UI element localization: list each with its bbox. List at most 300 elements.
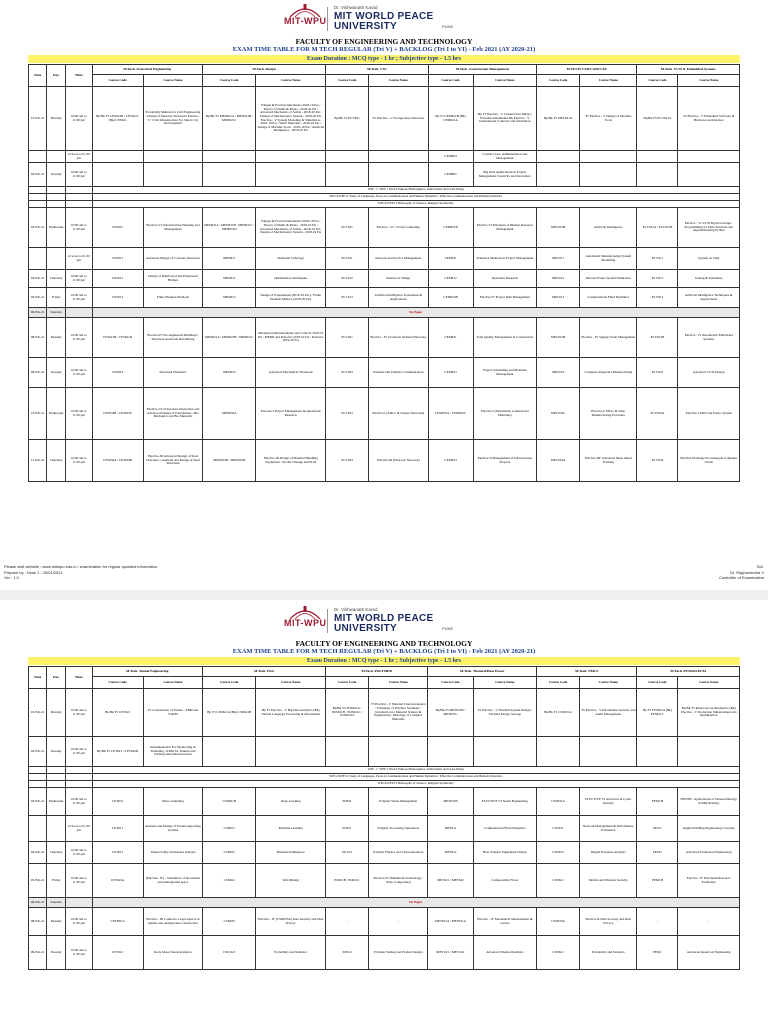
timetable-page-2	[0, 600, 768, 1024]
exam-time: 10:00 am to 11:30 pm	[65, 87, 92, 151]
course-name: Discrete Event System Simulation	[580, 270, 637, 288]
exam-date: 08-Feb-21	[29, 908, 47, 936]
exam-date	[29, 781, 47, 788]
exam-date: 05-Feb-21	[29, 288, 47, 308]
course-name	[143, 151, 202, 163]
course-code: CET612	[92, 842, 143, 864]
course-code: CET600 A	[92, 908, 143, 936]
exam-time: 10:00 am to 11:30 pm	[65, 689, 92, 737]
course-code: PE631B	[637, 788, 678, 816]
course-code: MED623	[203, 358, 256, 388]
course-name: Deep Learning	[256, 788, 326, 816]
exam-row	[29, 318, 740, 358]
course-code: PE621	[637, 936, 678, 970]
course-code: ECC611	[326, 248, 369, 270]
exam-day: Wednesday	[47, 788, 65, 816]
course-name: Elective-I (Sustainable Construction Materials)	[473, 388, 537, 440]
course-name: Automated Manufacturing System Modelling	[580, 248, 637, 270]
course-code	[428, 737, 473, 767]
course-code: MEC634A	[537, 440, 580, 482]
course-name: Industrial Tribology	[256, 248, 326, 270]
logo-name-line2: UNIVERSITY	[334, 623, 398, 634]
footer-line: Ver : 1.0	[4, 575, 19, 580]
course-name-header: Course Name	[143, 75, 202, 87]
day-header: Day	[47, 65, 65, 87]
logo-short-name: MIT-WPU	[284, 618, 327, 628]
logo-divider	[327, 7, 328, 31]
course-name: T5 Elective - V Embedded Software & Hardware Architecture	[678, 87, 740, 151]
exam-date	[29, 187, 47, 194]
course-code: PE621B	[637, 864, 678, 898]
course-code: MEC623	[537, 358, 580, 388]
course-code: CSN621	[537, 936, 580, 970]
course-name: Elective-I Soil Structure Interaction and Advanced Design of Foundations / Bio Mechanics and Bio Materials	[143, 388, 202, 440]
course-code: Bp/Bk T5 ECV621A	[637, 87, 678, 151]
course-code: ECV612	[637, 270, 678, 288]
course-name: Network and Service Management	[369, 248, 428, 270]
course-name: Business Intelligence	[256, 842, 326, 864]
exam-row	[29, 864, 740, 898]
exam-date: 02-Feb-21	[29, 163, 47, 187]
course-code: PO611	[326, 816, 369, 842]
exam-row	[29, 842, 740, 864]
course-name: System on Chip	[678, 248, 740, 270]
exam-day	[47, 767, 65, 774]
course-name	[678, 151, 740, 163]
course-code: MED634B / MED634D	[203, 440, 256, 482]
no-paper-note: No Paper	[92, 898, 740, 908]
exam-date: 05-Feb-21	[29, 864, 47, 898]
logo-founder: Dr. Vishwanath Karad	[334, 607, 378, 612]
course-name: Instrumentation For Monitoring In Tunneling / RDM for Tunnels and Underground Infrastructures	[143, 737, 202, 767]
exam-date: 01-Feb-21	[29, 689, 47, 737]
course-name: Project Scheduling and Materials Management	[473, 358, 537, 388]
course-name	[256, 163, 326, 187]
course-code: ECC612	[326, 270, 369, 288]
course-name: Applied Drilling Engineering Concepts	[678, 816, 740, 842]
course-name	[580, 737, 637, 767]
course-name: Mobile and Wireless Security	[580, 864, 637, 898]
date-header: Date	[29, 65, 47, 87]
exam-row	[29, 440, 740, 482]
no-paper-note: No Paper	[92, 308, 740, 318]
exam-time: 10:00 am to 11:30 pm	[65, 388, 92, 440]
common-paper-note: WPC4/WPP13 Philosophy of Science, Religion Spirituality	[92, 201, 740, 208]
footer-line: Controller of Examination	[719, 575, 764, 580]
course-name-header: Course Name	[473, 677, 537, 689]
exam-date: 06-Feb-21	[29, 898, 47, 908]
course-name-header: Course Name	[678, 75, 740, 87]
course-name: PE631B / Applications of Nanotechnology in E&P Industry	[678, 788, 740, 816]
exam-duration-banner: Exam Duration : MCQ type - 1 hr ; Subjective type - 1.5 hrs	[28, 657, 740, 665]
exam-time	[65, 308, 92, 318]
exam-day: Tuesday	[47, 936, 65, 970]
exam-row	[29, 163, 740, 187]
course-name: Fatigue & Fracture Mechanics-2018-19 Pat / Theory of Shells & Plates - 2018-19 Pat / Advanced Mechanics of Solids - 2018-19 Pat / Design of Mechatronics System - 2018-19 Pat	[256, 208, 326, 248]
course-name-header: Course Name	[580, 75, 637, 87]
course-code: Bp T5 CSD621A (Bk) CSD621B	[203, 689, 256, 737]
course-code: PO 612	[326, 842, 369, 864]
exam-time: 12 noon to 01.30 pm	[65, 151, 92, 163]
exam-row	[29, 908, 740, 936]
exam-row	[29, 936, 740, 970]
course-name	[369, 151, 428, 163]
course-name: Elective-I (Adhoc & Sensor Networks)	[369, 388, 428, 440]
course-code: MED611	[203, 248, 256, 270]
course-name: ELECTIVE VI Advances in Cyber Security	[580, 788, 637, 816]
course-code: MED633A	[203, 388, 256, 440]
course-code: CSD 621	[203, 936, 256, 970]
exam-time	[65, 201, 92, 208]
course-code: Bp/Bk T5 ECY621	[326, 87, 369, 151]
exam-time: 10:00 am to 11:30 pm	[65, 908, 92, 936]
course-name: Wireless and Cellular Communication	[369, 358, 428, 388]
exam-date: 03-Feb-21	[29, 208, 47, 248]
course-name: Elective-III (Photonic Network)	[369, 440, 428, 482]
course-code: ECC634	[326, 440, 369, 482]
course-name	[473, 737, 537, 767]
course-code: CSD621	[203, 864, 256, 898]
course-code-header: Course Code	[428, 75, 473, 87]
exam-date: 02-Feb-21	[29, 737, 47, 767]
course-code: CSN612	[537, 842, 580, 864]
course-code: CES621B / CES621D	[92, 318, 143, 358]
exam-day: Monday	[47, 318, 65, 358]
course-code	[203, 151, 256, 163]
course-name-header: Course Name	[369, 75, 428, 87]
course-code: CEM634	[428, 440, 473, 482]
course-code: PO631	[326, 788, 369, 816]
exam-row	[29, 788, 740, 816]
course-name: Polymer Physics and Characterization	[369, 842, 428, 864]
logo-name-line2: UNIVERSITY	[334, 21, 398, 32]
time-header: Time	[65, 667, 92, 689]
exam-date: 06-Feb-21	[29, 308, 47, 318]
course-code	[537, 163, 580, 187]
course-code-header: Course Code	[203, 75, 256, 87]
exam-time: 10:00 am to 11:30 pm	[65, 208, 92, 248]
course-code: CSN633A	[537, 908, 580, 936]
course-code: ECV633A	[637, 388, 678, 440]
column-header-row	[29, 677, 740, 689]
common-paper-note: WPC2/WPP11 Study of Languages, Peace in Communication and Human Dynamics / Effective Communication and Human Dynamics	[92, 194, 740, 201]
exam-date	[29, 194, 47, 201]
common-paper-note: WPC 1 / WPP 1 World Famous Philosophers, Saints/Sants and Great Kings	[92, 767, 740, 774]
course-name: Elective-I Project Management & Operations Research	[256, 388, 326, 440]
course-code: Bp/Bk T5 CES621B / CES621C (Bk) CES621	[92, 87, 143, 151]
course-code	[92, 151, 143, 163]
footer-right	[719, 564, 764, 581]
faculty-title: FACULTY OF ENGINEERING AND TECHNOLOGY	[295, 639, 473, 648]
course-name: Structural Dynamics	[143, 358, 202, 388]
course-code: MED612	[203, 270, 256, 288]
exam-time: 10:00 am to 11:30 pm	[65, 440, 92, 482]
course-name: Elective-VI, Infrastructure Planning and Management	[143, 208, 202, 248]
course-name: Machine Learning	[256, 816, 326, 842]
course-name: T5 Construction of Tunnel - TBM and NATM	[143, 689, 202, 737]
column-header-row	[29, 75, 740, 87]
exam-day: Friday	[47, 864, 65, 898]
course-name: Elective - III Contracts, Legal aspects in tunnels and underground construction	[143, 908, 202, 936]
exam-date: 08-Feb-21	[29, 318, 47, 358]
course-name: Network Management & Performance Evaluation	[580, 816, 637, 842]
program-header: M.Tech. POLYMER	[326, 667, 428, 677]
course-name: Elective - IV (Software Defined Networks	[369, 318, 428, 358]
course-code: CET631	[92, 788, 143, 816]
exam-row	[29, 816, 740, 842]
exam-day	[47, 781, 65, 788]
course-code: CES634A / CES634B	[92, 440, 143, 482]
course-code: Bp T5 CEM621B (Bk) CEM621A	[428, 87, 473, 151]
course-code: CSD611	[203, 816, 256, 842]
course-code: ECC613	[326, 288, 369, 308]
course-name: Bp T5 Elective - V Construction Delays: Prevention Remedies Bk Elective - V International Contracts and Arbitration	[473, 87, 537, 151]
course-code	[203, 737, 256, 767]
course-code: MET631A / MET631A	[428, 908, 473, 936]
course-name: Design of Reinforced and Prestressed Bridges	[143, 270, 202, 288]
course-name: Tunnel Safety and hazard analysis	[143, 842, 202, 864]
course-code: CEM621	[428, 318, 473, 358]
course-code	[537, 151, 580, 163]
course-name: -	[678, 908, 740, 936]
course-name	[256, 151, 326, 163]
common-paper-row	[29, 194, 740, 201]
exam-time: 12 noon to 01.30 pm	[65, 248, 92, 270]
exam-date: 04-Feb-21	[29, 842, 47, 864]
university-logo	[284, 606, 484, 636]
course-name: Advanced VLSI Design	[678, 358, 740, 388]
course-name: Digital Forensics Analysis	[580, 842, 637, 864]
program-header: M.Tech. Construction Management	[428, 65, 537, 75]
course-code: CES611	[92, 248, 143, 270]
course-name: Elective-III: Advanced Sheet Metal Forming	[580, 440, 637, 482]
course-name: Advanced Design of Concrete Structures	[143, 248, 202, 270]
timetable-table	[28, 666, 740, 970]
course-name: Elective-II Data Security and Data Privacy	[580, 908, 637, 936]
course-code: MEC612	[537, 270, 580, 288]
exam-title: EXAM TIME TABLE FOR M TECH REGULAR (Tri V) + BACKLOG (Tri I to VI) - Feb 2021 (AY 2020-21)	[232, 46, 536, 53]
program-header-row	[29, 65, 740, 75]
exam-date: 01-Feb-21	[29, 87, 47, 151]
course-name: Elective-II Management of Infrastructure Projects	[473, 440, 537, 482]
course-name: Optimization Techniques	[256, 270, 326, 288]
course-name-header: Course Name	[678, 677, 740, 689]
course-code: CEM623	[428, 358, 473, 388]
exam-time: 10:00 am to 11:30 pm	[65, 318, 92, 358]
course-name	[580, 151, 637, 163]
course-code: MET 621 / MET 622	[428, 936, 473, 970]
faculty-title: FACULTY OF ENGINEERING AND TECHNOLOGY	[295, 37, 473, 46]
program-header: M.Tech. CSS	[326, 65, 428, 75]
course-name: (Elective- IV) - Ventilation of the tunnels and underground space	[143, 864, 202, 898]
course-code: PO612	[326, 936, 369, 970]
exam-row	[29, 358, 740, 388]
course-name: T5 Elective - V Storage Area Networks	[369, 87, 428, 151]
day-header: Day	[47, 667, 65, 689]
exam-row	[29, 288, 740, 308]
exam-time: 10:00 am to 11:30 pm	[65, 288, 92, 308]
course-name: Elective - IV Automotive Embedded Systems	[678, 318, 740, 358]
exam-date	[29, 248, 47, 270]
exam-row	[29, 270, 740, 288]
footer-line: Please visit website : www.mitwpu.edu.in / examination for regular updated information.	[4, 564, 159, 569]
course-code-header: Course Code	[637, 677, 678, 689]
course-code: MEC611	[537, 248, 580, 270]
exam-date	[29, 767, 47, 774]
exam-row	[29, 87, 740, 151]
course-code: Bp/Bk T5 CSN621A	[537, 689, 580, 737]
course-name	[256, 737, 326, 767]
course-name: Elective-IV (Membrane Technology / Nano Composites)	[369, 864, 428, 898]
exam-date: 09-Feb-21	[29, 936, 47, 970]
logo-name-line1: MIT WORLD PEACE	[334, 613, 434, 624]
exam-day: Monday	[47, 689, 65, 737]
course-name: Internet of Things	[369, 270, 428, 288]
course-name: Testing & Testability	[678, 270, 740, 288]
course-name: Elective-I: Micro & Nano Manufacturing Processes	[580, 388, 637, 440]
course-name: Artificial Intelligence Techniques & Applications	[369, 288, 428, 308]
course-code: ECV613	[637, 288, 678, 308]
course-code	[537, 737, 580, 767]
common-paper-note: WPC4/WPP13 Philosophy of Science, Religion Spirituality	[92, 781, 740, 788]
course-code: CEM622B	[428, 288, 473, 308]
exam-day	[47, 816, 65, 842]
exam-time: 10:00 am to 11:30 pm	[65, 864, 92, 898]
course-code: MET611	[428, 816, 473, 842]
course-code: CES633B / CES633C	[92, 388, 143, 440]
course-name: Probability and Statistics	[256, 936, 326, 970]
exam-row	[29, 208, 740, 248]
course-code: -	[637, 908, 678, 936]
exam-time: 10:00 am to 11:30 pm	[65, 270, 92, 288]
program-header: M.Tech. Design	[203, 65, 326, 75]
common-paper-row	[29, 774, 740, 781]
exam-day: Saturday	[47, 898, 65, 908]
course-code: MET612	[428, 842, 473, 864]
course-code-header: Course Code	[428, 677, 473, 689]
course-name: Heat Transfer Equipment Design	[473, 842, 537, 864]
course-code: CEM631B	[428, 208, 473, 248]
course-code: ECV634	[637, 440, 678, 482]
footer-line: Prepare by : Desk 1 : 20/01/2021	[4, 569, 63, 575]
course-name: Finite Element Methods	[143, 288, 202, 308]
course-name: Elective-III Image Processing & Computer Vision	[678, 440, 740, 482]
course-name: Advanced Reservoir Engineering	[678, 936, 740, 970]
course-code-header: Course Code	[92, 75, 143, 87]
course-code: MED621A / MED621B / MED621C	[203, 318, 256, 358]
logo-short-name: MIT-WPU	[284, 16, 327, 26]
course-name	[678, 737, 740, 767]
exam-row	[29, 689, 740, 737]
course-name: Statistical Methods in Project Management	[473, 248, 537, 270]
exam-duration-banner: Exam Duration : MCQ type - 1 hr ; Subjective type - 1.5 hrs	[28, 55, 740, 63]
common-paper-row	[29, 781, 740, 788]
exam-day: Saturday	[47, 308, 65, 318]
course-code: CEM633A / CEM633C	[428, 388, 473, 440]
course-name: Web Mining	[256, 864, 326, 898]
course-name: Operation Research	[473, 270, 537, 288]
exam-day: Tuesday	[47, 163, 65, 187]
course-code: CEM611	[428, 248, 473, 270]
course-code: CEM612	[428, 270, 473, 288]
course-name: T5 Elective - V Information Security and Audit Management	[580, 689, 637, 737]
course-name: Elective - IV Mechanical Measurement & control	[473, 908, 537, 936]
exam-row	[29, 388, 740, 440]
common-paper-row	[29, 767, 740, 774]
timetable-table	[28, 64, 740, 482]
logo-city: PUNE	[442, 24, 454, 29]
course-name	[143, 163, 202, 187]
course-code: -	[326, 908, 369, 936]
exam-date	[29, 774, 47, 781]
program-header-row	[29, 667, 740, 677]
logo-divider	[327, 609, 328, 633]
course-code: ECC633	[326, 388, 369, 440]
course-name: Probability and Statistics	[580, 936, 637, 970]
course-code-header: Course Code	[326, 75, 369, 87]
course-name: Computational Fluid Dynamics	[580, 288, 637, 308]
course-name: Artificial Intelligence	[580, 208, 637, 248]
exam-date: 11-Feb-21	[29, 440, 47, 482]
course-name: T5 Elective - V Design of Machine Tools	[580, 87, 637, 151]
exam-time: 10:00 am to 11:30 pm	[65, 163, 92, 187]
course-code	[637, 163, 678, 187]
course-name: Polymer Processing Operations	[369, 816, 428, 842]
holiday-row	[29, 898, 740, 908]
course-code: MED613	[203, 288, 256, 308]
exam-day	[47, 774, 65, 781]
course-code: CET621	[92, 936, 143, 970]
program-header: M.Tech. VLSI & Embedded Systems	[637, 65, 740, 75]
footer-line: Dr. Raghuvendra V	[729, 569, 764, 575]
course-code: Bp/Bk T5 CET621	[92, 689, 143, 737]
course-name: Bp/Bk T5 Reservoir Geomechanics (Bk) Elective - V Production Enhancement and Optimization	[678, 689, 740, 737]
course-code: CEM605	[428, 163, 473, 187]
exam-row	[29, 151, 740, 163]
course-name: Big Data Applications in Project Management Creativity and Innovation	[473, 163, 537, 187]
exam-time	[65, 187, 92, 194]
course-code: CET622A	[92, 864, 143, 898]
course-code: CET611	[92, 816, 143, 842]
course-name: Advanced Thermodynamics	[473, 936, 537, 970]
course-code	[637, 151, 678, 163]
exam-day: Thursday	[47, 270, 65, 288]
course-code-header: Course Code	[203, 677, 256, 689]
course-name: Computational Fluid Dynamics	[473, 816, 537, 842]
course-name: Elective - IV (CSD633A) Data Security and Data Privacy	[256, 908, 326, 936]
logo-name-line1: MIT WORLD PEACE	[334, 11, 434, 22]
course-code: CES612	[92, 270, 143, 288]
course-name: Elective-III Design of Material Handling Equipment / Product Design and PLM	[256, 440, 326, 482]
course-name-header: Course Name	[473, 75, 537, 87]
course-code: MEC633C	[537, 388, 580, 440]
exam-time: 10:00 am to 11:30 pm	[65, 788, 92, 816]
exam-day	[47, 187, 65, 194]
course-code: CES613	[92, 288, 143, 308]
program-header: M TECH CAD/CAM/CAE	[537, 65, 637, 75]
course-code	[203, 163, 256, 187]
course-code: MED631A / MED631B / MED631C / MED631D	[203, 208, 256, 248]
course-name: Computer Integrated Manufacturing	[580, 358, 637, 388]
exam-row	[29, 248, 740, 270]
course-code: Bp/Bk T5 MET621B / MET621C	[428, 689, 473, 737]
course-code: MET621 / MET622	[428, 864, 473, 898]
holiday-row	[29, 308, 740, 318]
course-code: ECC631A / ECC631B	[637, 208, 678, 248]
exam-day: Thursday	[47, 842, 65, 864]
course-code: CES623	[92, 358, 143, 388]
exam-day: Thursday	[47, 440, 65, 482]
